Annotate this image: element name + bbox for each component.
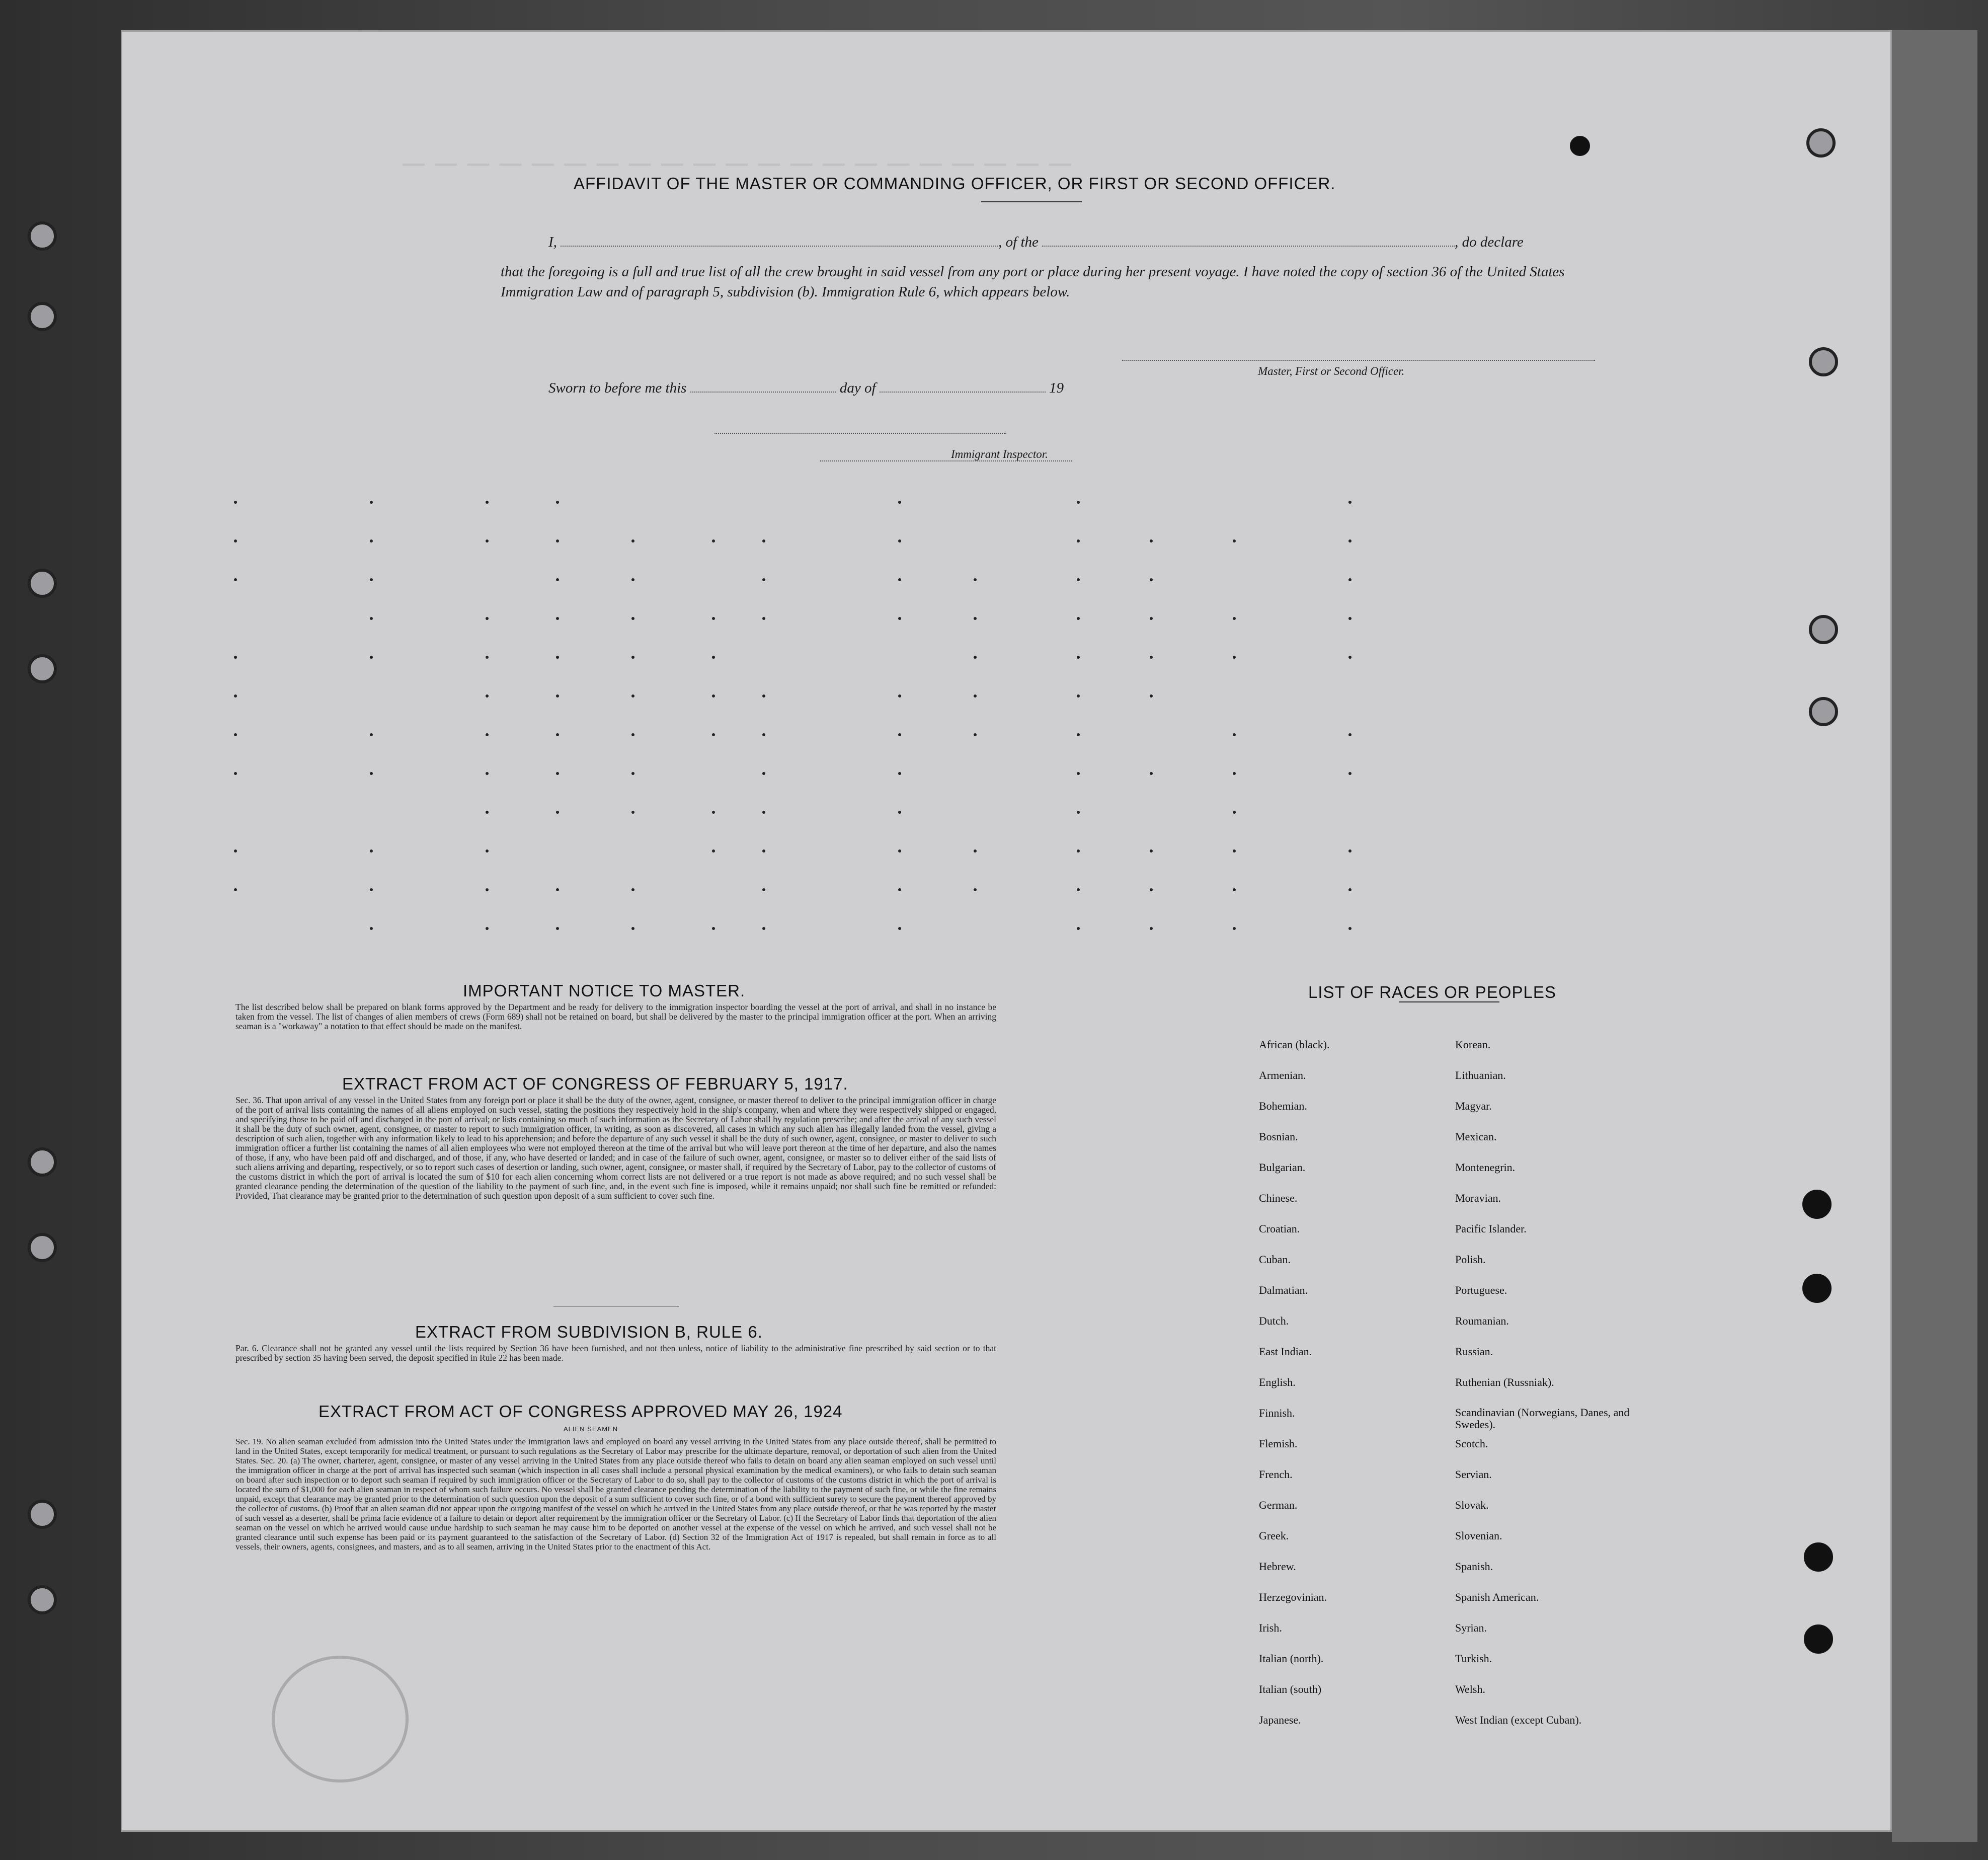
leader-dot — [631, 578, 634, 581]
leader-dot — [1077, 811, 1080, 814]
leader-dot — [898, 888, 901, 891]
sworn-line — [548, 380, 1064, 397]
leader-dot — [234, 694, 237, 698]
race-item: West Indian (except Cuban). — [1455, 1714, 1582, 1726]
binder-hole — [28, 569, 57, 598]
leader-dot — [486, 501, 489, 504]
binder-hole — [28, 1233, 57, 1262]
leader-dot — [712, 849, 715, 852]
binder-hole — [1802, 1190, 1832, 1219]
race-item: Polish. — [1455, 1253, 1486, 1266]
leader-dot — [1077, 617, 1080, 620]
binder-hole — [28, 221, 57, 251]
leader-dot — [1150, 927, 1153, 930]
leader-dot — [1077, 501, 1080, 504]
race-item: Ruthenian (Russniak). — [1455, 1376, 1554, 1388]
leader-dot — [631, 927, 634, 930]
race-item: Slovak. — [1455, 1499, 1489, 1511]
leader-dot — [1233, 617, 1236, 620]
leader-dot — [898, 733, 901, 736]
leader-dot — [556, 772, 559, 775]
race-item: Moravian. — [1455, 1192, 1501, 1204]
leader-dot — [1348, 617, 1351, 620]
binder-hole — [1804, 1542, 1833, 1572]
leader-dot — [631, 733, 634, 736]
race-item: Italian (south) — [1259, 1683, 1322, 1695]
leader-dot — [974, 617, 977, 620]
leader-dot — [712, 733, 715, 736]
act-1924-title: EXTRACT FROM ACT OF CONGRESS APPROVED MAY 26, 1924 — [319, 1402, 843, 1421]
leader-dot — [898, 501, 901, 504]
leader-dot — [556, 501, 559, 504]
act-1917-title: EXTRACT FROM ACT OF CONGRESS OF FEBRUARY 5, 1917. — [342, 1074, 848, 1093]
leader-dot — [898, 578, 901, 581]
leader-dot — [486, 617, 489, 620]
leader-dot — [762, 539, 765, 542]
document-page — [121, 30, 1892, 1832]
leader-dot — [370, 617, 373, 620]
month-blank — [880, 392, 1046, 393]
leader-dot — [974, 578, 977, 581]
race-item: Japanese. — [1259, 1714, 1301, 1726]
sworn-prefix: Sworn to before me this — [548, 380, 687, 396]
leader-dot — [1348, 656, 1351, 659]
leader-dot — [712, 539, 715, 542]
race-item: Dutch. — [1259, 1314, 1289, 1327]
race-item: Spanish. — [1455, 1560, 1493, 1573]
race-item: Irish. — [1259, 1621, 1282, 1634]
leader-dot — [898, 539, 901, 542]
inspector-label: Immigrant Inspector. — [951, 448, 1048, 460]
leader-dot — [631, 539, 634, 542]
bleed-through-ghost: — — — — — — — — — — — — — — — — — — — — — — [403, 151, 1073, 176]
leader-dot — [762, 578, 765, 581]
race-item: Welsh. — [1455, 1683, 1485, 1695]
leader-dot — [556, 927, 559, 930]
leader-dot — [1348, 733, 1351, 736]
binder-hole — [28, 1585, 57, 1614]
leader-dot — [370, 927, 373, 930]
leader-dot — [556, 578, 559, 581]
race-item: English. — [1259, 1376, 1296, 1388]
leader-dot — [631, 811, 634, 814]
race-item: Pacific Islander. — [1455, 1222, 1527, 1235]
leader-dot — [974, 849, 977, 852]
race-item: Bulgarian. — [1259, 1161, 1306, 1174]
binder-hole — [1809, 347, 1838, 376]
leader-dot — [1233, 888, 1236, 891]
leader-dot — [1150, 656, 1153, 659]
leader-dot — [898, 849, 901, 852]
leader-dot — [762, 811, 765, 814]
day-blank — [690, 392, 836, 393]
leader-dot — [486, 927, 489, 930]
leader-dot — [556, 656, 559, 659]
binder-hole — [1809, 697, 1838, 726]
leader-dot — [1348, 578, 1351, 581]
leader-dot — [370, 772, 373, 775]
leader-dot — [486, 849, 489, 852]
leader-dot — [898, 694, 901, 698]
leader-dot — [1348, 501, 1351, 504]
leader-dot — [1077, 888, 1080, 891]
leader-dot — [974, 888, 977, 891]
race-item: Scotch. — [1455, 1437, 1488, 1450]
name-blank — [561, 246, 998, 247]
binder-hole — [1809, 615, 1838, 644]
binder-hole — [1804, 1624, 1833, 1654]
leader-dot — [486, 888, 489, 891]
leader-dot — [712, 617, 715, 620]
race-item: Roumanian. — [1455, 1314, 1509, 1327]
race-item: Dalmatian. — [1259, 1284, 1308, 1296]
affidavit-title: AFFIDAVIT OF THE MASTER OR COMMANDING OFFICER, OR FIRST OR SECOND OFFICER. — [574, 174, 1336, 193]
leader-dot — [1233, 772, 1236, 775]
leader-dot — [234, 888, 237, 891]
leader-dot — [486, 539, 489, 542]
race-item: Syrian. — [1455, 1621, 1487, 1634]
leader-dot — [486, 772, 489, 775]
leader-dot — [1150, 772, 1153, 775]
leader-dot — [1150, 888, 1153, 891]
race-item: Herzegovinian. — [1259, 1591, 1327, 1603]
leader-dot — [1348, 539, 1351, 542]
leader-dot — [486, 733, 489, 736]
leader-dot — [762, 849, 765, 852]
rule-6-body: Par. 6. Clearance shall not be granted any vessel until the lists required by Section 36 have been furnished, and not then unless, notice of liability to the administrative fine prescribed by said section or to that prescribed by section 35 having been served, the deposit specified in Rule 22 has been made. — [235, 1343, 996, 1363]
leader-dot — [762, 772, 765, 775]
race-item: Magyar. — [1455, 1100, 1492, 1112]
leader-dot — [631, 617, 634, 620]
race-item: Cuban. — [1259, 1253, 1291, 1266]
race-item: Finnish. — [1259, 1407, 1295, 1419]
race-item: Italian (north). — [1259, 1652, 1324, 1665]
affidavit-body: that the foregoing is a full and true list of all the crew brought in said vessel from any port or place during her present voyage. I have noted the copy of section 36 of the United States Immigration Law and of paragraph 5, subdivision (b). Immigration Rule 6, which appears below. — [501, 264, 1565, 300]
races-title: LIST OF RACES OR PEOPLES — [1308, 983, 1556, 1001]
leader-dot — [762, 617, 765, 620]
race-item: German. — [1259, 1499, 1298, 1511]
leader-dot — [898, 927, 901, 930]
leader-dot — [762, 927, 765, 930]
race-item: East Indian. — [1259, 1345, 1312, 1358]
leader-dot — [370, 849, 373, 852]
i-label: I, — [548, 234, 557, 250]
leader-dot — [974, 694, 977, 698]
of-the-label: , of the — [998, 234, 1039, 250]
race-item: African (black). — [1259, 1038, 1330, 1051]
leader-dot — [486, 694, 489, 698]
race-item: Russian. — [1455, 1345, 1493, 1358]
underlying-page-edge — [1892, 30, 1977, 1842]
binder-hole — [28, 1500, 57, 1529]
faded-stamp — [272, 1656, 409, 1782]
leader-dot — [1348, 849, 1351, 852]
day-of-label: day of — [839, 380, 876, 396]
leader-dot — [234, 733, 237, 736]
race-item: Hebrew. — [1259, 1560, 1296, 1573]
race-item: Scandinavian (Norwegians, Danes, and Swedes). — [1455, 1406, 1630, 1431]
race-item: Montenegrin. — [1455, 1161, 1516, 1174]
leader-dot — [370, 539, 373, 542]
race-item: Mexican. — [1455, 1130, 1497, 1143]
signature-label: Master, First or Second Officer. — [1258, 365, 1405, 377]
leader-dot — [370, 656, 373, 659]
leader-dot — [631, 694, 634, 698]
leader-dot — [234, 772, 237, 775]
leader-dot — [556, 811, 559, 814]
leader-dot — [370, 888, 373, 891]
leader-dot — [1150, 694, 1153, 698]
declaration-line — [548, 234, 1524, 251]
signature-line — [1122, 360, 1595, 361]
races-divider — [1399, 1001, 1499, 1002]
leader-dot — [898, 811, 901, 814]
race-item: Spanish American. — [1455, 1591, 1539, 1603]
leader-dot — [1233, 811, 1236, 814]
rule-6-title: EXTRACT FROM SUBDIVISION B, RULE 6. — [415, 1323, 763, 1341]
leader-dot — [234, 578, 237, 581]
leader-dot — [486, 811, 489, 814]
leader-dot — [370, 733, 373, 736]
race-item: Turkish. — [1455, 1652, 1492, 1665]
binder-hole — [28, 1147, 57, 1177]
leader-dot — [1233, 927, 1236, 930]
leader-dot — [556, 733, 559, 736]
leader-dot — [1348, 888, 1351, 891]
race-item: Slovenian. — [1455, 1529, 1502, 1542]
leader-dot — [631, 888, 634, 891]
leader-dot — [974, 656, 977, 659]
inspector-line — [714, 433, 1006, 434]
leader-dot — [1077, 733, 1080, 736]
race-item: Portuguese. — [1455, 1284, 1507, 1296]
race-item: Greek. — [1259, 1529, 1289, 1542]
leader-dot — [898, 772, 901, 775]
leader-dot — [712, 927, 715, 930]
leader-dot — [234, 656, 237, 659]
leader-dot — [486, 656, 489, 659]
leader-dot — [762, 888, 765, 891]
leader-dot — [1150, 539, 1153, 542]
leader-dot — [631, 656, 634, 659]
race-item: Bosnian. — [1259, 1130, 1298, 1143]
race-item: Croatian. — [1259, 1222, 1300, 1235]
leader-dot — [712, 811, 715, 814]
leader-dot — [1077, 539, 1080, 542]
leader-dot — [1233, 539, 1236, 542]
leader-dot — [1233, 849, 1236, 852]
leader-dot — [234, 501, 237, 504]
leader-dot — [556, 539, 559, 542]
leader-dot — [1348, 772, 1351, 775]
act-1924-body: Sec. 19. No alien seaman excluded from admission into the United States under the immigration laws and employed on board any vessel arriving in the United States from any place outside thereof, shall be permitted to land in the United States, except temporarily for medical treatment, or pursuant to such regulations as the Secretary of Labor may prescribe for the ultimate departure, removal, or deportation of such alien from the United States. Sec. 20. (a) The owner, charterer, agent, consignee, or master of any vessel arriving in the United States from any place outside thereof who fails to detain on board any alien seaman employed on such vessel until the immigration officer in charge at the port of arrival has inspected such seaman (which inspection in all cases shall include a personal physical examination by the medical examiners), or who fails to detain such seaman on board after such inspection or to deport such seaman if required by such immigration officer or the Secretary of Labor to do so, shall pay to the collector of customs of the customs district in which the port of arrival is located the sum of $1,000 for each alien seaman in respect of whom such failure occurs. No vessel shall be granted clearance pending the determination of the liability to the payment of such fine, or while the fine remains unpaid, except that clearance may be granted prior to the determination of such question upon the deposit of a sum sufficient to cover such fine, or of a bond with sufficient surety to secure the payment thereof approved by the collector of customs. (b) Proof that an alien seaman did not appear upon the outgoing manifest of the vessel on which he arrived in the United States from any place outside thereof, or that he was reported by the master of such vessel as a deserter, shall be prima facie evidence of a failure to detain or deport after requirement by the immigration officer or the Secretary of Labor. (c) If the Secretary of Labor finds that deportation of the alien seaman on the vessel on which he arrived would cause undue hardship to such seaman he may cause him to be deported on another vessel at the expense of the vessel on which he arrived, and such vessel shall not be granted clearance until such expense has been paid or its payment guaranteed to the satisfaction of the Secretary of Labor. (d) Section 32 of the Immigration Act of 1917 is repealed, but shall remain in force as to all vessels, their owners, agents, consignees, and masters, and as to all seamen, arriving in the United States prior to the enactment of this Act. — [235, 1437, 996, 1552]
leader-dot — [631, 772, 634, 775]
leader-dot — [1150, 617, 1153, 620]
leader-dot — [762, 694, 765, 698]
leader-dot — [556, 694, 559, 698]
leader-dot — [234, 539, 237, 542]
binder-hole — [28, 654, 57, 683]
leader-dot — [712, 656, 715, 659]
binder-hole — [28, 302, 57, 331]
race-item: Chinese. — [1259, 1192, 1298, 1204]
leader-dot — [1233, 656, 1236, 659]
title-divider — [981, 201, 1082, 202]
leader-dot — [1077, 694, 1080, 698]
leader-dot — [556, 617, 559, 620]
declare-label: , do declare — [1455, 234, 1524, 250]
leader-dot — [234, 849, 237, 852]
race-item: Korean. — [1455, 1038, 1491, 1051]
leader-dot — [762, 733, 765, 736]
leader-dot — [1348, 927, 1351, 930]
punch-mark — [1570, 136, 1590, 156]
race-item: Flemish. — [1259, 1437, 1298, 1450]
leader-dot — [1077, 927, 1080, 930]
leader-dot — [898, 617, 901, 620]
leader-dot — [1077, 578, 1080, 581]
leader-dot — [1150, 849, 1153, 852]
leader-dot — [556, 888, 559, 891]
race-item: French. — [1259, 1468, 1293, 1481]
race-item: Servian. — [1455, 1468, 1492, 1481]
leader-dot — [1077, 656, 1080, 659]
leader-dot — [370, 578, 373, 581]
leader-dot — [712, 694, 715, 698]
race-item: Lithuanian. — [1455, 1069, 1506, 1081]
race-item: Armenian. — [1259, 1069, 1306, 1081]
leader-dot — [1077, 772, 1080, 775]
vessel-blank — [1042, 246, 1455, 247]
act-1917-body: Sec. 36. That upon arrival of any vessel in the United States from any foreign port or place it shall be the duty of the owner, agent, consignee, or master thereof to deliver to the principal immigration officer in charge of the port of arrival lists containing the names of all aliens employed on such vessel, stating the positions they respectively hold in the ship's company, when and where they were respectively shipped or engaged, and specifying those to be paid off and discharged in the port of arrival; or lists containing so much of such information as the Secretary of Labor shall by regulation prescribe; and after the arrival of any such vessel it shall be the duty of such owner, agent, consignee, or master to report to such immigration officer, in writing, as soon as discovered, all cases in which any such alien has illegally landed from the vessel, giving a description of such alien, together with any information likely to lead to his apprehension; and before the departure of any such vessel it shall be the duty of such owner, agent, consignee, or master to deliver to such immigration officer a further list containing the names of all alien employees who were not employed thereon at the time of the arrival but who will leave port thereon at the time of her departure, and also the names of those, if any, who have been paid off and discharged, and of those, if any, who have deserted or landed; and in case of the failure of such owner, agent, consignee, or master so to deliver either of the said lists of such aliens arriving and departing, respectively, or so to report such cases of desertion or landing, such owner, agent, consignee, or master shall, if required by the Secretary of Labor, pay to the collector of customs of the customs district in which the port of arrival is located the sum of $10 for each alien concerning whom correct lists are not delivered or a true report is not made as above required; and no such vessel shall be granted clearance pending the determination of the question of the liability to the payment of such fine, and, in the event such fine is imposed, while it remains unpaid; nor shall such fine be remitted or refunded: Provided, That clearance may be granted prior to the determination of such question upon deposit of a sum sufficient to cover such fine. — [235, 1095, 996, 1201]
leader-dot — [1077, 849, 1080, 852]
leader-dot — [1150, 578, 1153, 581]
notice-body: The list described below shall be prepared on blank forms approved by the Department and be ready for delivery to the immigration inspector boarding the vessel at the port of arrival, and shall in no instance be taken from the vessel. The list of changes of alien members of crews (Form 689) shall not be retained on board, but shall be delivered by the master to the principal immigration officer at the port. When an arriving seaman is a "workaway" a notation to that effect should be made on the manifest. — [235, 1002, 996, 1031]
leader-dot — [370, 501, 373, 504]
act-1924-subtitle: ALIEN SEAMEN — [564, 1425, 618, 1433]
leader-dot — [974, 733, 977, 736]
notice-title: IMPORTANT NOTICE TO MASTER. — [463, 981, 746, 1000]
binder-hole — [1806, 128, 1836, 158]
binder-hole — [1802, 1274, 1832, 1303]
year-label: 19 — [1049, 380, 1064, 396]
race-item: Bohemian. — [1259, 1100, 1307, 1112]
leader-dot — [1233, 733, 1236, 736]
